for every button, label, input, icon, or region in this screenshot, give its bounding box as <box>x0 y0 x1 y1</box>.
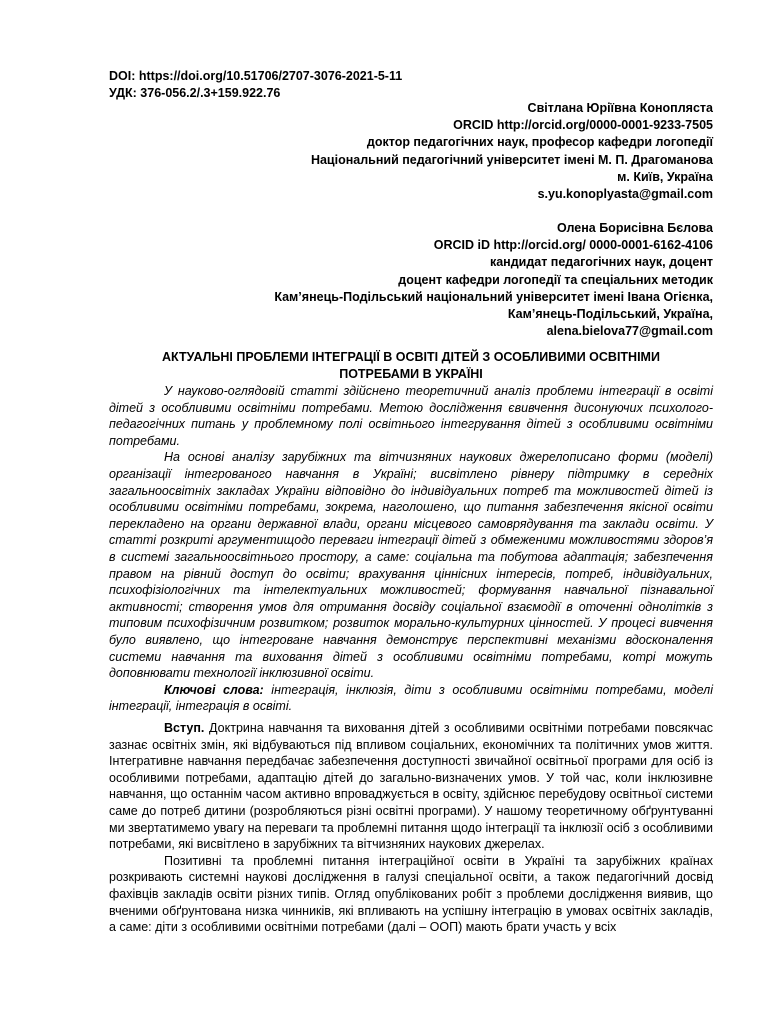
title-line-2: ПОТРЕБАМИ В УКРАЇНІ <box>339 366 483 381</box>
author-position: доктор педагогічних наук, професор кафедри логопедії <box>366 135 713 150</box>
intro-text: Доктрина навчання та виховання дітей з особливими освітніми потребами повсякчас зазнає освітніх змін, які відбуваються під впливом соціальних, економічних та політичних умов життя. Інтегративне навчання передбачає забезпечення доступності звичайної освітньої програми для осіб із особливими потребами, адаптацію дітей до загально-визначених умов. У той час, коли інклюзивне навчання, що останнім часом активно впроваджується в освіту, здійснює перебудову освітньої системи саме до потреб дитини (розробляються різні освітні програми). У нашому теоретичному обґрунтуванні ми звертатимемо увагу на переваги та проблемні питання щодо інтеграції та інклюзії осіб з особливими потребами, які висвітлено в зарубіжних та вітчизняних наукових джерелах. <box>109 721 713 852</box>
author-name: Олена Борисівна Бєлова <box>556 221 713 235</box>
author-city: м. Київ, Україна <box>617 169 713 184</box>
author-degree: кандидат педагогічних наук, доцент <box>489 255 713 270</box>
title-line-1: АКТУАЛЬНІ ПРОБЛЕМИ ІНТЕГРАЦІЇ В ОСВІТІ ДІТЕЙ З ОСОБЛИВИМИ ОСВІТНІМИ <box>162 350 660 364</box>
keywords-text: інтеграція, інклюзія, діти з особливими освітніми потребами, моделі інтеграції, інтеграція в освіті. <box>109 682 713 714</box>
article-body <box>109 720 713 936</box>
author-email[interactable]: s.yu.konoplyasta@gmail.com <box>537 187 713 202</box>
author-city: Кам’янець-Подільський, Україна, <box>507 307 713 322</box>
author-block-1 <box>311 100 713 203</box>
author-position: доцент кафедри логопедії та спеціальних методик <box>398 272 713 287</box>
abstract-paragraph-1: У науково-оглядовій статті здійснено теоретичний аналіз проблеми інтеграції в освіті дітей з особливими освітніми потребами. Метою дослідження євивчення дисонуючих психолого-педагогічних питань у проблемному полі освітнього інтегрування дітей з особливими освітніми потребами. <box>109 384 713 448</box>
author-email[interactable]: alena.bielova77@gmail.com <box>546 324 713 339</box>
udk-line: УДК: 376-056.2/.3+159.922.76 <box>109 86 281 100</box>
keywords-paragraph <box>109 682 713 715</box>
article-title <box>109 349 713 382</box>
abstract <box>109 383 713 715</box>
intro-label: Вступ. <box>164 721 205 735</box>
article-metadata <box>109 68 402 102</box>
author-orcid[interactable]: ORCID iD http://orcid.org/ 0000-0001-6162-4106 <box>433 238 713 253</box>
author-university: Національний педагогічний університет імені М. П. Драгоманова <box>310 152 713 167</box>
keywords-label: Ключові слова: <box>164 682 264 697</box>
author-block-2 <box>274 220 713 340</box>
abstract-paragraph-2: На основі аналізу зарубіжних та вітчизняних наукових джерелописано форми (моделі) організації інтегрованого навчання в Україні; висвітлено рівнеру підтримку в середніх загальноосвітніх закладах України відповідно до індивідуальних потреб та можливостей дітей із особливими освітніми потребами, зокрема, наголошено, що питання забезпечення якісної освіти перекладено на органи державної влади, органи місцевого самоврядування та заклади освіти. У статті розкриті аргументищодо переваги інтеграції дітей з обмеженими можливостями здоров’я в системі загальноосвітнього простору, а саме: соціальна та побутова адаптація; забезпечення правом на рівний доступ до освіти; врахування ціннісних інтересів, потреб, індивідуальних, психофізіологічних та інтелектуальних можливостей; формування навчальної пізнавальної активності; створення умов для отримання досвіду соціальної взаємодії в оточенні однолітків з типовим психофізичним розвитком; розвиток морально-культурних цінностей. У процесі вивчення було виявлено, що інтегроване навчання демонструє перспективні механізми вдосконалення системи навчання та виховання дітей з особливими освітніми потребами, котрі можуть доповнювати технології інклюзивної освіти. <box>109 450 713 681</box>
intro-paragraph <box>109 720 713 853</box>
author-university: Кам’янець-Подільський національний університет імені Івана Огієнка, <box>274 289 713 304</box>
body-paragraph-2: Позитивні та проблемні питання інтеграційної освіти в Україні та зарубіжних країнах розкривають системні наукові дослідження в галузі спеціальної освіти, а також педагогічний досвід фахівців закладів освіти різних типів. Огляд опублікованих робіт з проблеми дослідження виявив, що вченими обґрунтована низка чинників, які впливають на успішну інтеграцію в умовах освітніх закладів, а саме: діти з особливими освітніми потребами (далі – ООП) мають брати участь у всіх <box>109 853 713 935</box>
doi-line[interactable]: DOI: https://doi.org/10.51706/2707-3076-2021-5-11 <box>109 69 403 83</box>
author-orcid[interactable]: ORCID http://orcid.org/0000-0001-9233-7505 <box>453 118 713 133</box>
author-name: Світлана Юріївна Конопляста <box>527 101 713 115</box>
